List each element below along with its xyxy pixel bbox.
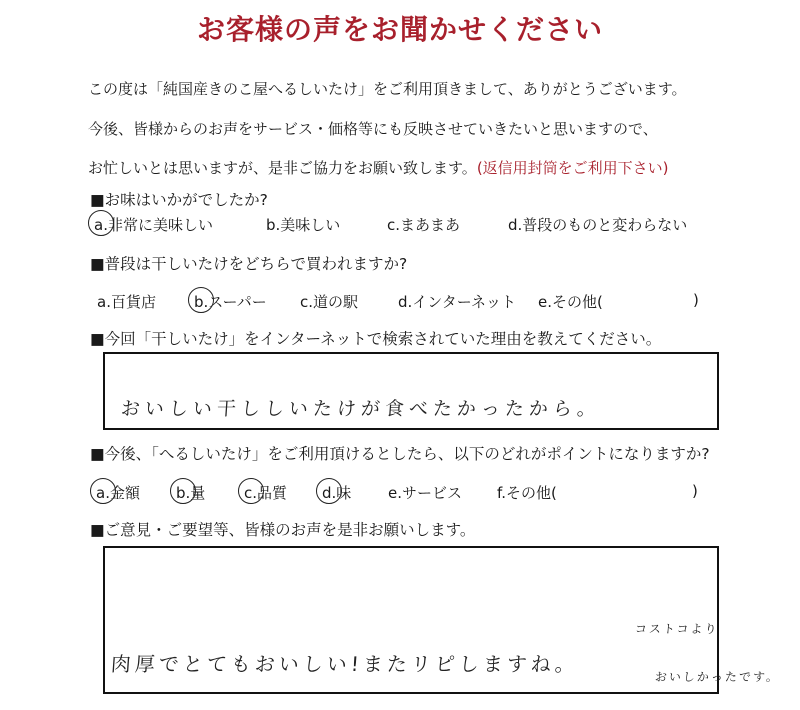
- intro-line-2: 今後、皆様からのお声をサービス・価格等にも反映させていきたいと思いますので、: [88, 120, 658, 138]
- question-taste: ■お味はいかがでしたか?: [90, 191, 268, 209]
- comments-answer-box[interactable]: [103, 546, 781, 694]
- option-place-d[interactable]: d.インターネット: [398, 293, 516, 311]
- search-reason-answer: おいしい干ししいたけが食べたかったから。: [120, 398, 602, 420]
- option-place-a[interactable]: a.百貨店: [97, 293, 156, 311]
- intro-line-1: この度は「純国産きのこ屋へるしいたけ」をご利用頂きまして、ありがとうございます。: [88, 80, 687, 98]
- option-point-f-close: ): [692, 482, 698, 500]
- comments-answer: 肉厚でとてもおいしい!またリピしますね。: [110, 652, 580, 676]
- option-point-f[interactable]: f.その他(: [497, 484, 557, 502]
- option-taste-d[interactable]: d.普段のものと変わらない: [508, 216, 688, 234]
- option-taste-c[interactable]: c.まあまあ: [387, 216, 461, 234]
- option-point-b[interactable]: b.量: [176, 484, 206, 502]
- question-key-points: ■今後、「へるしいたけ」をご利用頂けるとしたら、以下のどれがポイントになりますか?: [90, 445, 710, 463]
- comments-answer-note-2: おいしかったです。: [654, 670, 781, 684]
- option-taste-b[interactable]: b.美味しい: [266, 216, 341, 234]
- option-place-e[interactable]: e.その他(: [538, 293, 603, 311]
- search-reason-answer-box[interactable]: [103, 352, 719, 430]
- option-place-b[interactable]: b.スーパー: [194, 293, 267, 311]
- option-taste-a[interactable]: a.非常に美味しい: [94, 216, 213, 234]
- intro-line-3-text: お忙しいとは思いますが、是非ご協力をお願い致します。: [88, 159, 477, 177]
- intro-line-3: [88, 157, 669, 178]
- option-point-e[interactable]: e.サービス: [388, 484, 462, 502]
- option-point-c[interactable]: c.品質: [244, 484, 288, 502]
- option-point-a[interactable]: a.金額: [96, 484, 140, 502]
- return-envelope-note: (返信用封筒をご利用下さい): [476, 159, 669, 177]
- option-place-e-close: ): [693, 291, 699, 309]
- comments-answer-note-1: コストコより: [634, 622, 719, 636]
- option-point-d[interactable]: d.味: [322, 484, 352, 502]
- option-place-c[interactable]: c.道の駅: [300, 293, 359, 311]
- question-search-reason: ■今回「干しいたけ」をインターネットで検索されていた理由を教えてください。: [90, 330, 662, 348]
- page-title: お客様の声をお聞かせください: [196, 13, 603, 46]
- question-comments: ■ご意見・ご要望等、皆様のお声を是非お願いします。: [90, 521, 476, 539]
- question-purchase-place: ■普段は干しいたけをどちらで買われますか?: [90, 255, 408, 273]
